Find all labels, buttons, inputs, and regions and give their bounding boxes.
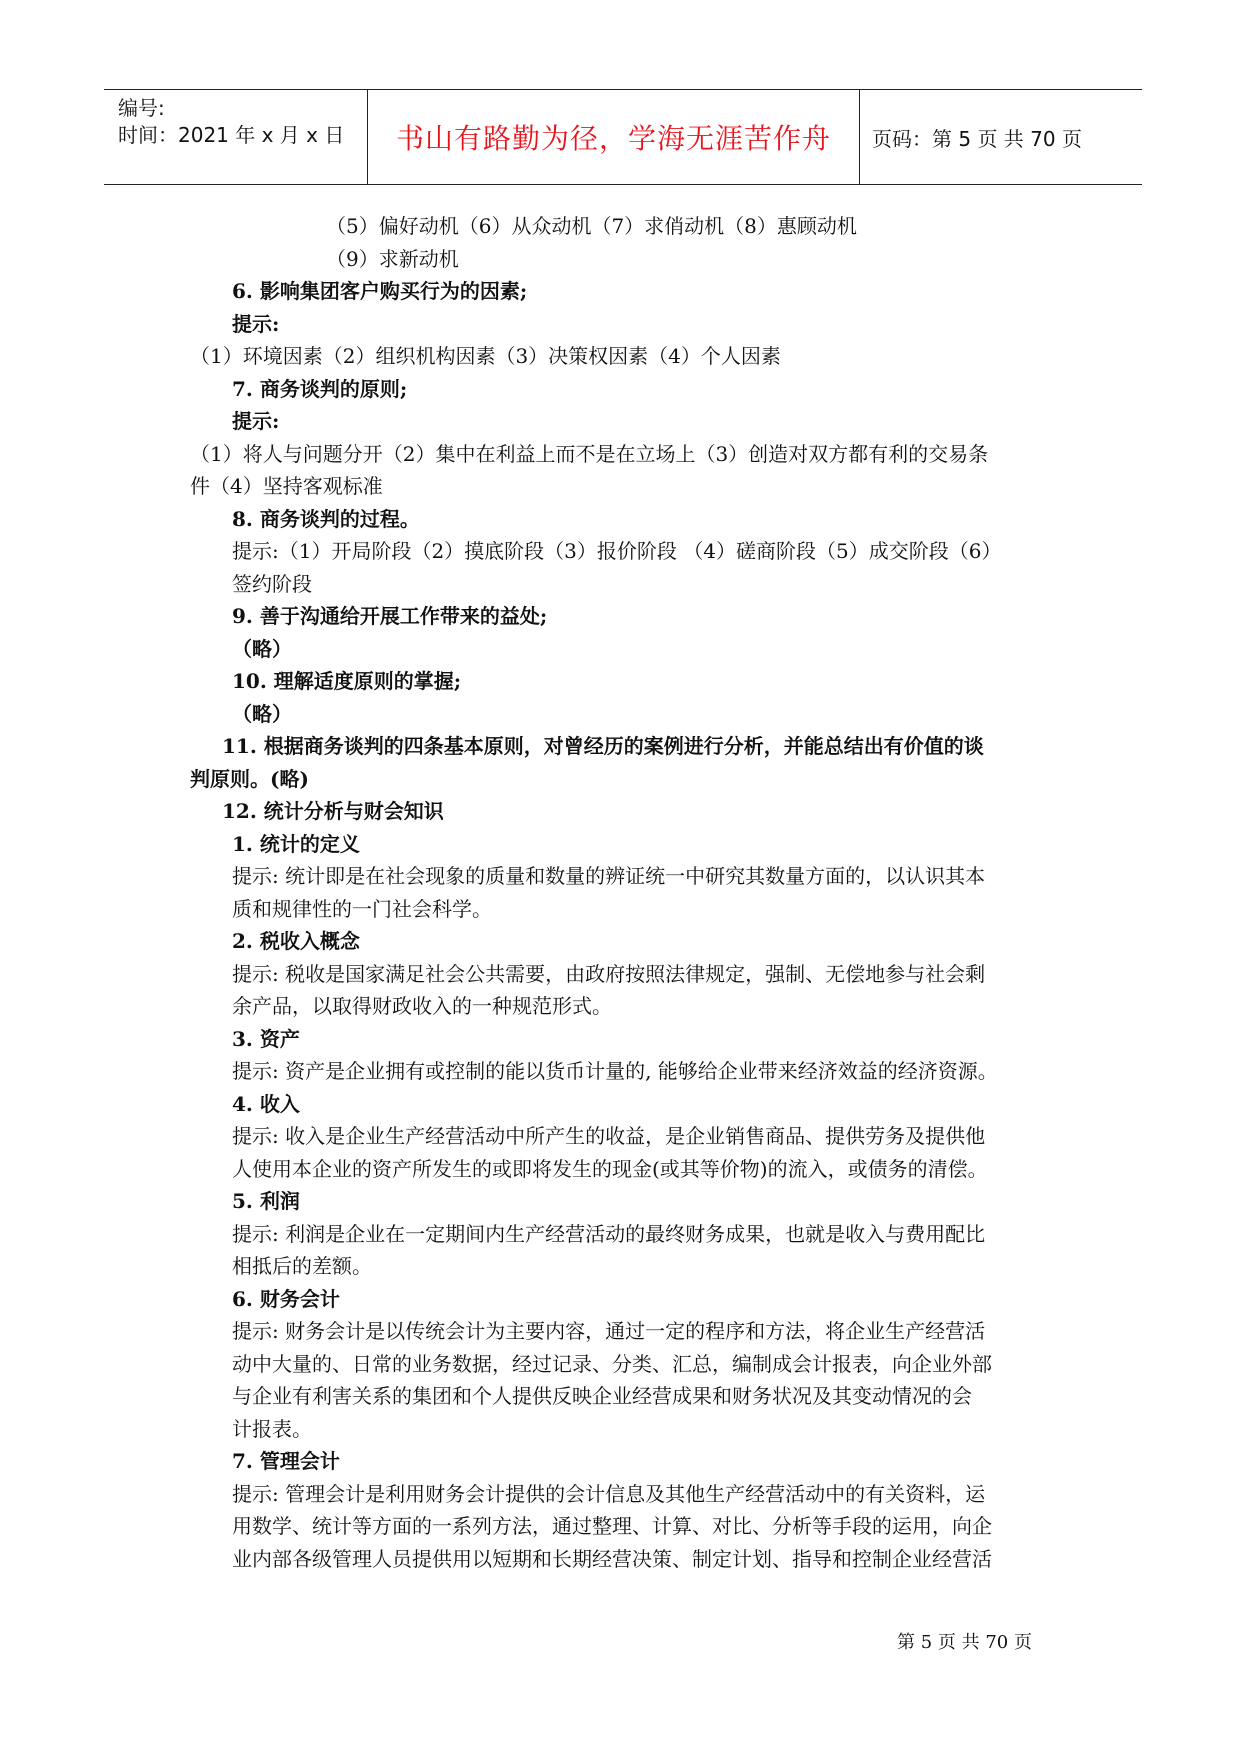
page-indicator: 页码：第 5 页 共 70 页 [872, 126, 1082, 151]
text-line: 提示: 收入是企业生产经营活动中所产生的收益，是企业销售商品、提供劳务及提供他 [232, 1124, 986, 1148]
text-line: 余产品，以取得财政收入的一种规范形式。 [232, 994, 612, 1018]
section-heading: 4. 收入 [232, 1092, 300, 1116]
text-line: 判原则。(略) [190, 767, 309, 791]
text-line: 提示: 财务会计是以传统会计为主要内容，通过一定的程序和方法，将企业生产经营活 [232, 1319, 986, 1343]
text-line: （9）求新动机 [326, 247, 459, 271]
text-line: 计报表。 [232, 1417, 312, 1441]
text-line: 提示: 利润是企业在一定期间内生产经营活动的最终财务成果，也就是收入与费用配比 [232, 1222, 986, 1246]
text-line: 动中大量的、日常的业务数据，经过记录、分类、汇总，编制成会计报表，向企业外部 [232, 1352, 992, 1376]
section-heading: 7. 商务谈判的原则; [232, 377, 408, 401]
text-line: （1）将人与问题分开（2）集中在利益上而不是在立场上（3）创造对双方都有利的交易条 [190, 442, 989, 466]
text-line: 相抵后的差额。 [232, 1254, 372, 1278]
text-line: （略） [232, 702, 292, 726]
section-heading: 2. 税收入概念 [232, 929, 360, 953]
text-line: 提示: 管理会计是利用财务会计提供的会计信息及其他生产经营活动中的有关资料，运 [232, 1482, 986, 1506]
section-heading: 8. 商务谈判的过程。 [232, 507, 420, 531]
text-line: 提示:（1）开局阶段（2）摸底阶段（3）报价阶段 （4）磋商阶段（5）成交阶段（6） [232, 539, 1002, 563]
text-line: 提示: 税收是国家满足社会公共需要，由政府按照法律规定，强制、无偿地参与社会剩 [232, 962, 986, 986]
section-heading: 6. 影响集团客户购买行为的因素; [232, 279, 528, 303]
text-line: 件（4）坚持客观标准 [190, 474, 383, 498]
page-footer: 第 5 页 共 70 页 [897, 1632, 1032, 1653]
hint-label: 提示: [232, 312, 280, 336]
page-header [104, 89, 1142, 185]
text-line: 与企业有利害关系的集团和个人提供反映企业经营成果和财务状况及其变动情况的会 [232, 1384, 972, 1408]
section-heading: 5. 利润 [232, 1189, 300, 1213]
section-heading: 11. 根据商务谈判的四条基本原则，对曾经历的案例进行分析，并能总结出有价值的谈 [222, 734, 984, 758]
section-heading: 3. 资产 [232, 1027, 300, 1051]
motto: 书山有路勤为径，学海无涯苦作舟 [368, 90, 860, 184]
text-line: 业内部各级管理人员提供用以短期和长期经营决策、制定计划、指导和控制企业经营活 [232, 1547, 992, 1571]
section-heading: 7. 管理会计 [232, 1449, 340, 1473]
text-line: 质和规律性的一门社会科学。 [232, 897, 492, 921]
text-line: 人使用本企业的资产所发生的或即将发生的现金(或其等价物)的流入，或债务的清偿。 [232, 1157, 988, 1181]
text-line: 提示: 资产是企业拥有或控制的能以货币计量的, 能够给企业带来经济效益的经济资源。 [232, 1059, 998, 1083]
section-heading: 9. 善于沟通给开展工作带来的益处; [232, 604, 548, 628]
section-heading: 10. 理解适度原则的掌握; [232, 669, 462, 693]
hint-label: 提示: [232, 409, 280, 433]
text-line: （略） [232, 637, 292, 661]
text-line: （5）偏好动机（6）从众动机（7）求俏动机（8）惠顾动机 [326, 214, 857, 238]
text-line: 提示: 统计即是在社会现象的质量和数量的辨证统一中研究其数量方面的，以认识其本 [232, 864, 986, 888]
text-line: 用数学、统计等方面的一系列方法，通过整理、计算、对比、分析等手段的运用，向企 [232, 1514, 992, 1538]
section-heading: 12. 统计分析与财会知识 [222, 799, 444, 823]
time-label: 时间：2021 年 x 月 x 日 [118, 123, 345, 147]
section-heading: 1. 统计的定义 [232, 832, 360, 856]
header-meta [104, 90, 368, 184]
text-line: 签约阶段 [232, 572, 312, 596]
number-label: 编号: [118, 96, 165, 120]
section-heading: 6. 财务会计 [232, 1287, 340, 1311]
text-line: （1）环境因素（2）组织机构因素（3）决策权因素（4）个人因素 [190, 344, 781, 368]
